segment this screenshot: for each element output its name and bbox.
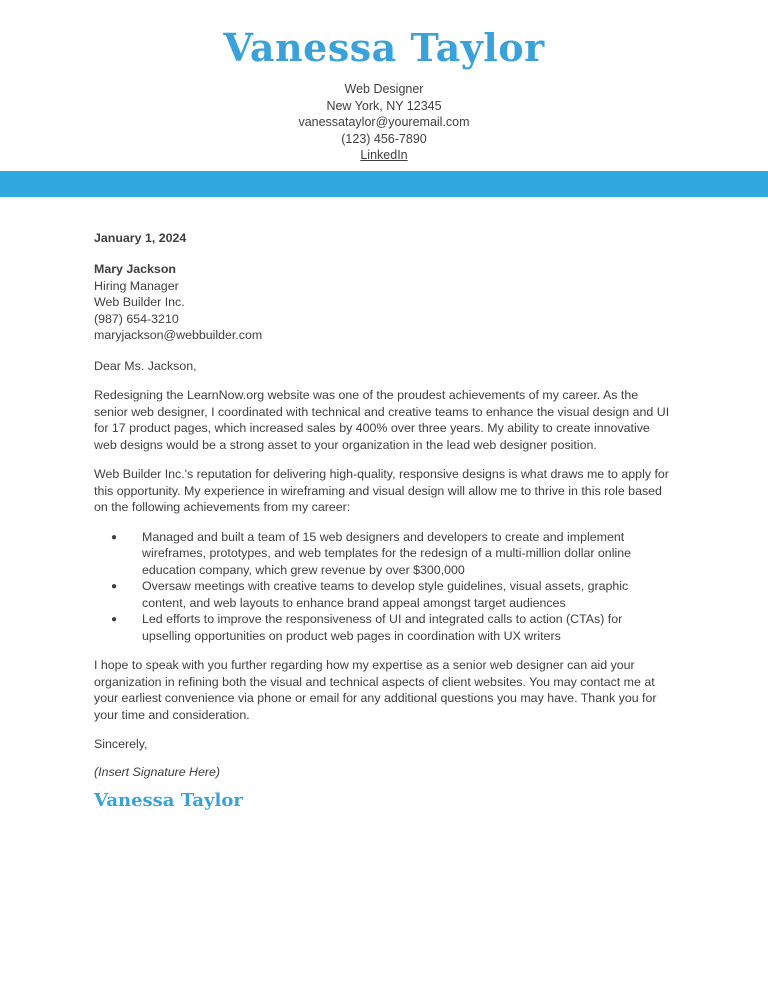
signature-name: Vanessa Taylor [94, 790, 243, 811]
recipient-company: Web Builder Inc. [94, 295, 185, 309]
list-item [94, 578, 674, 611]
contact-job-title: Web Designer [344, 82, 424, 96]
recipient-block [94, 261, 674, 344]
achievements-list [94, 529, 674, 645]
contact-location: New York, NY 12345 [326, 98, 442, 113]
list-item-text: Managed and built a team of 15 web designers and developers to create and implement wireframes, prototypes, and web templates for the redesign of a multi-million dollar online education company, which grew revenue by over $300,000 [142, 529, 631, 577]
letter-body [0, 197, 768, 813]
list-item-text: Oversaw meetings with creative teams to develop style guidelines, visual assets, graphic content, and web layouts to enhance brand appeal amongst target audiences [142, 579, 629, 610]
body-paragraph-1: Redesigning the LearnNow.org website was one of the proudest achievements of my career. As the senior web designer, I coordinated with technical and creative teams to enhance the visual design and UI for 17 product pages, which increased sales by 400% over three years. My ability to create innovative web designs would be a strong asset to your organization in the lead web designer position. [94, 388, 670, 452]
linkedin-link[interactable]: LinkedIn [360, 148, 408, 162]
list-item [94, 529, 674, 579]
list-item-text: Led efforts to improve the responsiveness of UI and integrated calls to action (CTAs) for upselling opportunities on product web pages in coordination with UX writers [142, 612, 623, 643]
contact-email: vanessataylor@youremail.com [298, 115, 470, 129]
list-item [94, 611, 674, 644]
recipient-name: Mary Jackson [94, 262, 176, 276]
sign-off: Sincerely, [94, 737, 148, 751]
contact-phone: (123) 456-7890 [341, 131, 427, 146]
letter-header [0, 0, 768, 164]
closing-paragraph: I hope to speak with you further regarding how my expertise as a senior web designer can aid your organization in refining both the visual and technical aspects of client websites. You may contact me at your earliest convenience via phone or email for any additional questions you may have. Thank you for your time and consideration. [94, 658, 657, 722]
candidate-name-title: Vanessa Taylor [223, 25, 545, 70]
body-paragraph-2: Web Builder Inc.'s reputation for delivering high-quality, responsive designs is what draws me to apply for this opportunity. My experience in wireframing and visual design will allow me to thrive in this role based on the following achievements from my career: [94, 467, 669, 514]
letter-date: January 1, 2024 [94, 230, 187, 245]
recipient-email: maryjackson@webbuilder.com [94, 328, 263, 342]
bullet-icon: ● [111, 614, 118, 625]
contact-block [0, 81, 768, 164]
bullet-icon: ● [111, 531, 118, 543]
bullet-icon: ● [111, 581, 118, 592]
recipient-phone: (987) 654-3210 [94, 311, 179, 326]
accent-divider-bar [0, 171, 768, 197]
recipient-job-title: Hiring Manager [94, 278, 179, 293]
signature-placeholder: (Insert Signature Here) [94, 764, 221, 779]
salutation: Dear Ms. Jackson, [94, 358, 197, 373]
